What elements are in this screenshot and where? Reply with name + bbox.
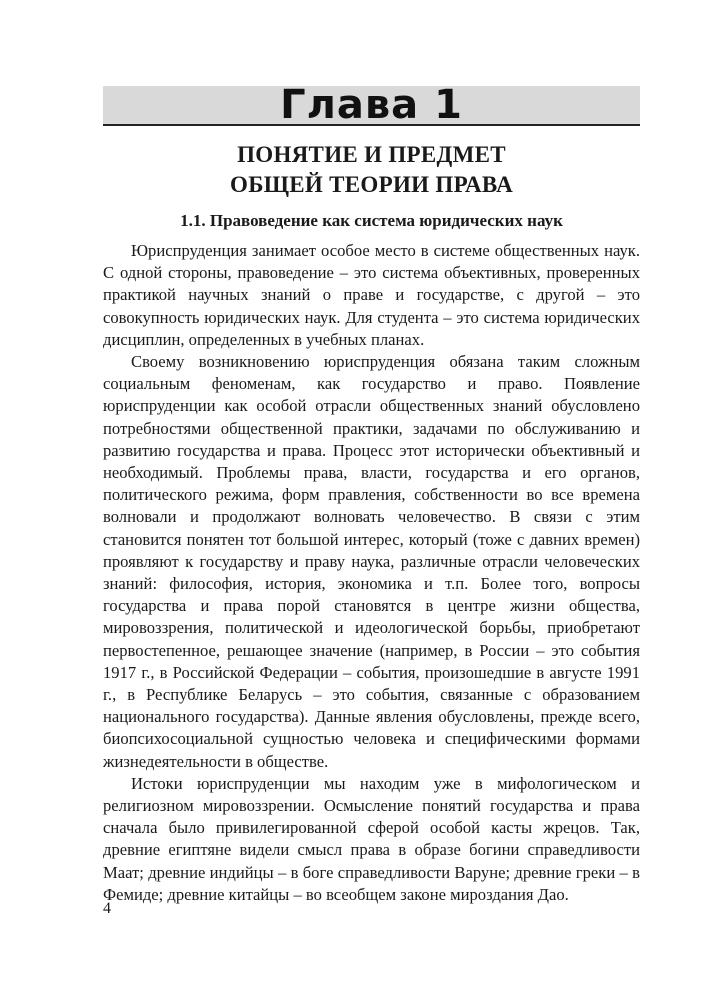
- chapter-title-bar: [103, 82, 640, 128]
- body-text: [103, 240, 640, 906]
- chapter-heading-line-2: ОБЩЕЙ ТЕОРИИ ПРАВА: [230, 172, 513, 197]
- paragraph: Своему возникновению юриспруденция обязана таким сложным социальным феноменам, как государство и право. Появление юриспруденции как особой отрасли общественных знаний обусловлено потребностями общественной практики, задачами по обслуживанию и развитию государства и права. Процесс этот исторически объективный и необходимый. Проблемы права, власти, государства и его органов, политического режима, форм правления, собственности во все времена волновали и продолжают волновать человечество. В связи с этим становится понятен тот большой интерес, который (тоже с давних времен) проявляют к государству и праву наука, различные отрасли человеческих знаний: философия, история, экономика и т.п. Более того, вопросы государства и права порой становятся в центре жизни общества, мировоззрения, политической и идеологической борьбы, приобретают первостепенное, решающее значение (например, в России – это события 1917 г., в Российской Федерации – события, произошедшие в августе 1991 г., в Республике Беларусь – это события, связанные с образованием национального государства). Данные явления обусловлены, прежде всего, биопсихосоциальной сущностью человека и специфическими формами жизнедеятельности в обществе.: [103, 352, 640, 771]
- chapter-heading: [103, 140, 640, 200]
- page-number: 4: [103, 900, 111, 917]
- chapter-title: Глава 1: [280, 82, 463, 128]
- paragraph: Юриспруденция занимает особое место в системе общественных наук. С одной стороны, правоведение – это система объективных, проверенных практикой научных знаний о праве и государстве, с другой – это совокупность юридических наук. Для студента – это система юридических дисциплин, определенных в учебных планах.: [103, 241, 640, 349]
- section-heading: 1.1. Правоведение как система юридических наук: [180, 211, 563, 230]
- paragraph: Истоки юриспруденции мы находим уже в мифологическом и религиозном мировоззрении. Осмысление понятий государства и права сначала было привилегированной сферой особой касты жрецов. Так, древние египтяне видели смысл права в образе богини справедливости Маат; древние индийцы – в боге справедливости Варуне; древние греки – в Фемиде; древние китайцы – во всеобщем законе мироздания Дао.: [103, 773, 640, 904]
- chapter-heading-line-1: ПОНЯТИЕ И ПРЕДМЕТ: [237, 142, 506, 167]
